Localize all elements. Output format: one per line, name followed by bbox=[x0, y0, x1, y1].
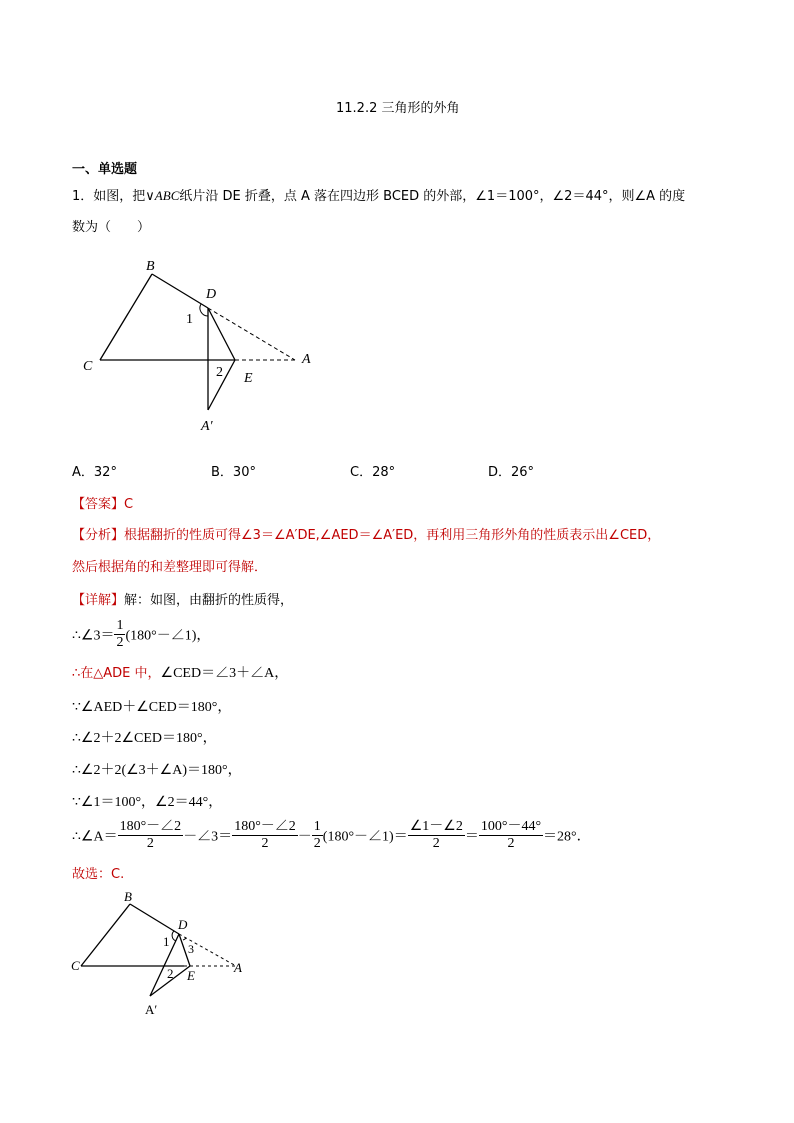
option-c: C．28° bbox=[350, 465, 396, 480]
segment-BC-2 bbox=[81, 904, 130, 966]
choose-line bbox=[72, 866, 124, 884]
label2-1: 1 bbox=[163, 934, 170, 949]
choose-label: 故选： bbox=[72, 867, 112, 882]
option-b: B．30° bbox=[211, 465, 256, 480]
label-Aprime: A′ bbox=[201, 419, 213, 434]
option-d: D．26° bbox=[488, 465, 535, 480]
label2-E: E bbox=[187, 968, 195, 983]
angle-3-arc-2 bbox=[183, 938, 186, 940]
analysis-label: 【分析】 bbox=[72, 528, 125, 543]
fraction-3: $\frac{1}{2}$ bbox=[313, 819, 321, 851]
analysis-line-1 bbox=[72, 527, 660, 545]
fraction-2: $\frac{180^\circ-\angle 2}{2}$ bbox=[234, 819, 296, 851]
question-line-2: 数为（ ） bbox=[72, 220, 151, 235]
segment-BD-2 bbox=[130, 904, 179, 934]
answer-label: 【答案】 bbox=[72, 497, 125, 512]
analysis-text-1: 根据翻折的性质可得∠3＝∠A′DE,∠AED＝∠A′ED，再利用三角形外角的性质表示出∠CED， bbox=[124, 528, 661, 543]
fraction-5: $\frac{100^\circ-44^\circ}{2}$ bbox=[480, 819, 542, 851]
label-A: A bbox=[302, 352, 311, 367]
option-a: A．32° bbox=[72, 465, 117, 480]
question-number: 1． bbox=[72, 189, 94, 204]
fraction-half: $\frac{1}{2}$ bbox=[116, 618, 124, 650]
detail-label: 【详解】 bbox=[72, 593, 125, 608]
step-7: ∴∠A＝ $\frac{180^\circ-\angle 2}{2}$ －∠3＝ $\frac{180^\circ-\angle 2}{2}$ － $\frac{1}{2}$ (180°－∠1)＝ $\frac{\angle 1-\angle 2}{2}$ ＝ $\frac{100^\circ-44^\circ}{2}$ ＝28°． bbox=[72, 819, 591, 851]
figure-2 bbox=[66, 890, 266, 1020]
figure-1 bbox=[70, 250, 330, 440]
segment-BC bbox=[100, 274, 152, 360]
step-1: ∴∠3＝ $\frac{1}{2}$ (180°－∠1)， bbox=[72, 618, 211, 650]
detail-line bbox=[72, 592, 293, 610]
answer-line bbox=[72, 496, 133, 514]
question-line-1 bbox=[72, 187, 685, 206]
label2-3: 3 bbox=[188, 942, 194, 956]
label2-Aprime: A′ bbox=[145, 1002, 158, 1017]
step-6: ∵∠1＝100°，∠2＝44°， bbox=[72, 795, 223, 810]
section-heading: 一、单选题 bbox=[72, 162, 138, 177]
answer-value: C bbox=[124, 497, 134, 512]
label2-C: C bbox=[71, 958, 80, 973]
label-2: 2 bbox=[216, 365, 223, 380]
label2-2: 2 bbox=[167, 966, 174, 981]
label-D: D bbox=[206, 287, 217, 302]
label-B: B bbox=[146, 259, 155, 274]
label-C: C bbox=[83, 359, 93, 374]
choose-value: C. bbox=[111, 867, 125, 882]
step-2: ∴在△ADE 中，∠CED＝∠3＋∠A， bbox=[72, 666, 289, 681]
label-E: E bbox=[244, 371, 253, 386]
detail-text: 解：如图，由翻折的性质得， bbox=[124, 593, 294, 608]
fraction-1: $\frac{180^\circ-\angle 2}{2}$ bbox=[119, 819, 182, 851]
question-triangle: ∨ABC bbox=[145, 188, 180, 203]
step-5: ∴∠2＋2(∠3＋∠A)＝180°， bbox=[72, 763, 242, 778]
step-4: ∴∠2＋2∠CED＝180°， bbox=[72, 731, 217, 746]
label2-D: D bbox=[178, 917, 188, 932]
segment-BD bbox=[152, 274, 208, 308]
analysis-line-2: 然后根据角的和差整理即可得解． bbox=[72, 560, 268, 575]
label-1: 1 bbox=[186, 312, 193, 327]
fraction-4: $\frac{\angle 1-\angle 2}{2}$ bbox=[409, 819, 463, 851]
label2-A: A bbox=[234, 960, 242, 975]
question-text-after: 纸片沿 DE 折叠，点 A 落在四边形 BCED 的外部，∠1＝100°，∠2＝44°，则∠A 的度 bbox=[179, 189, 686, 204]
label2-B: B bbox=[124, 890, 132, 904]
question-text-before: 如图，把 bbox=[93, 189, 146, 204]
step-3: ∵∠AED＋∠CED＝180°， bbox=[72, 700, 232, 715]
page-title: 11.2.2 三角形的外角 bbox=[336, 101, 460, 116]
